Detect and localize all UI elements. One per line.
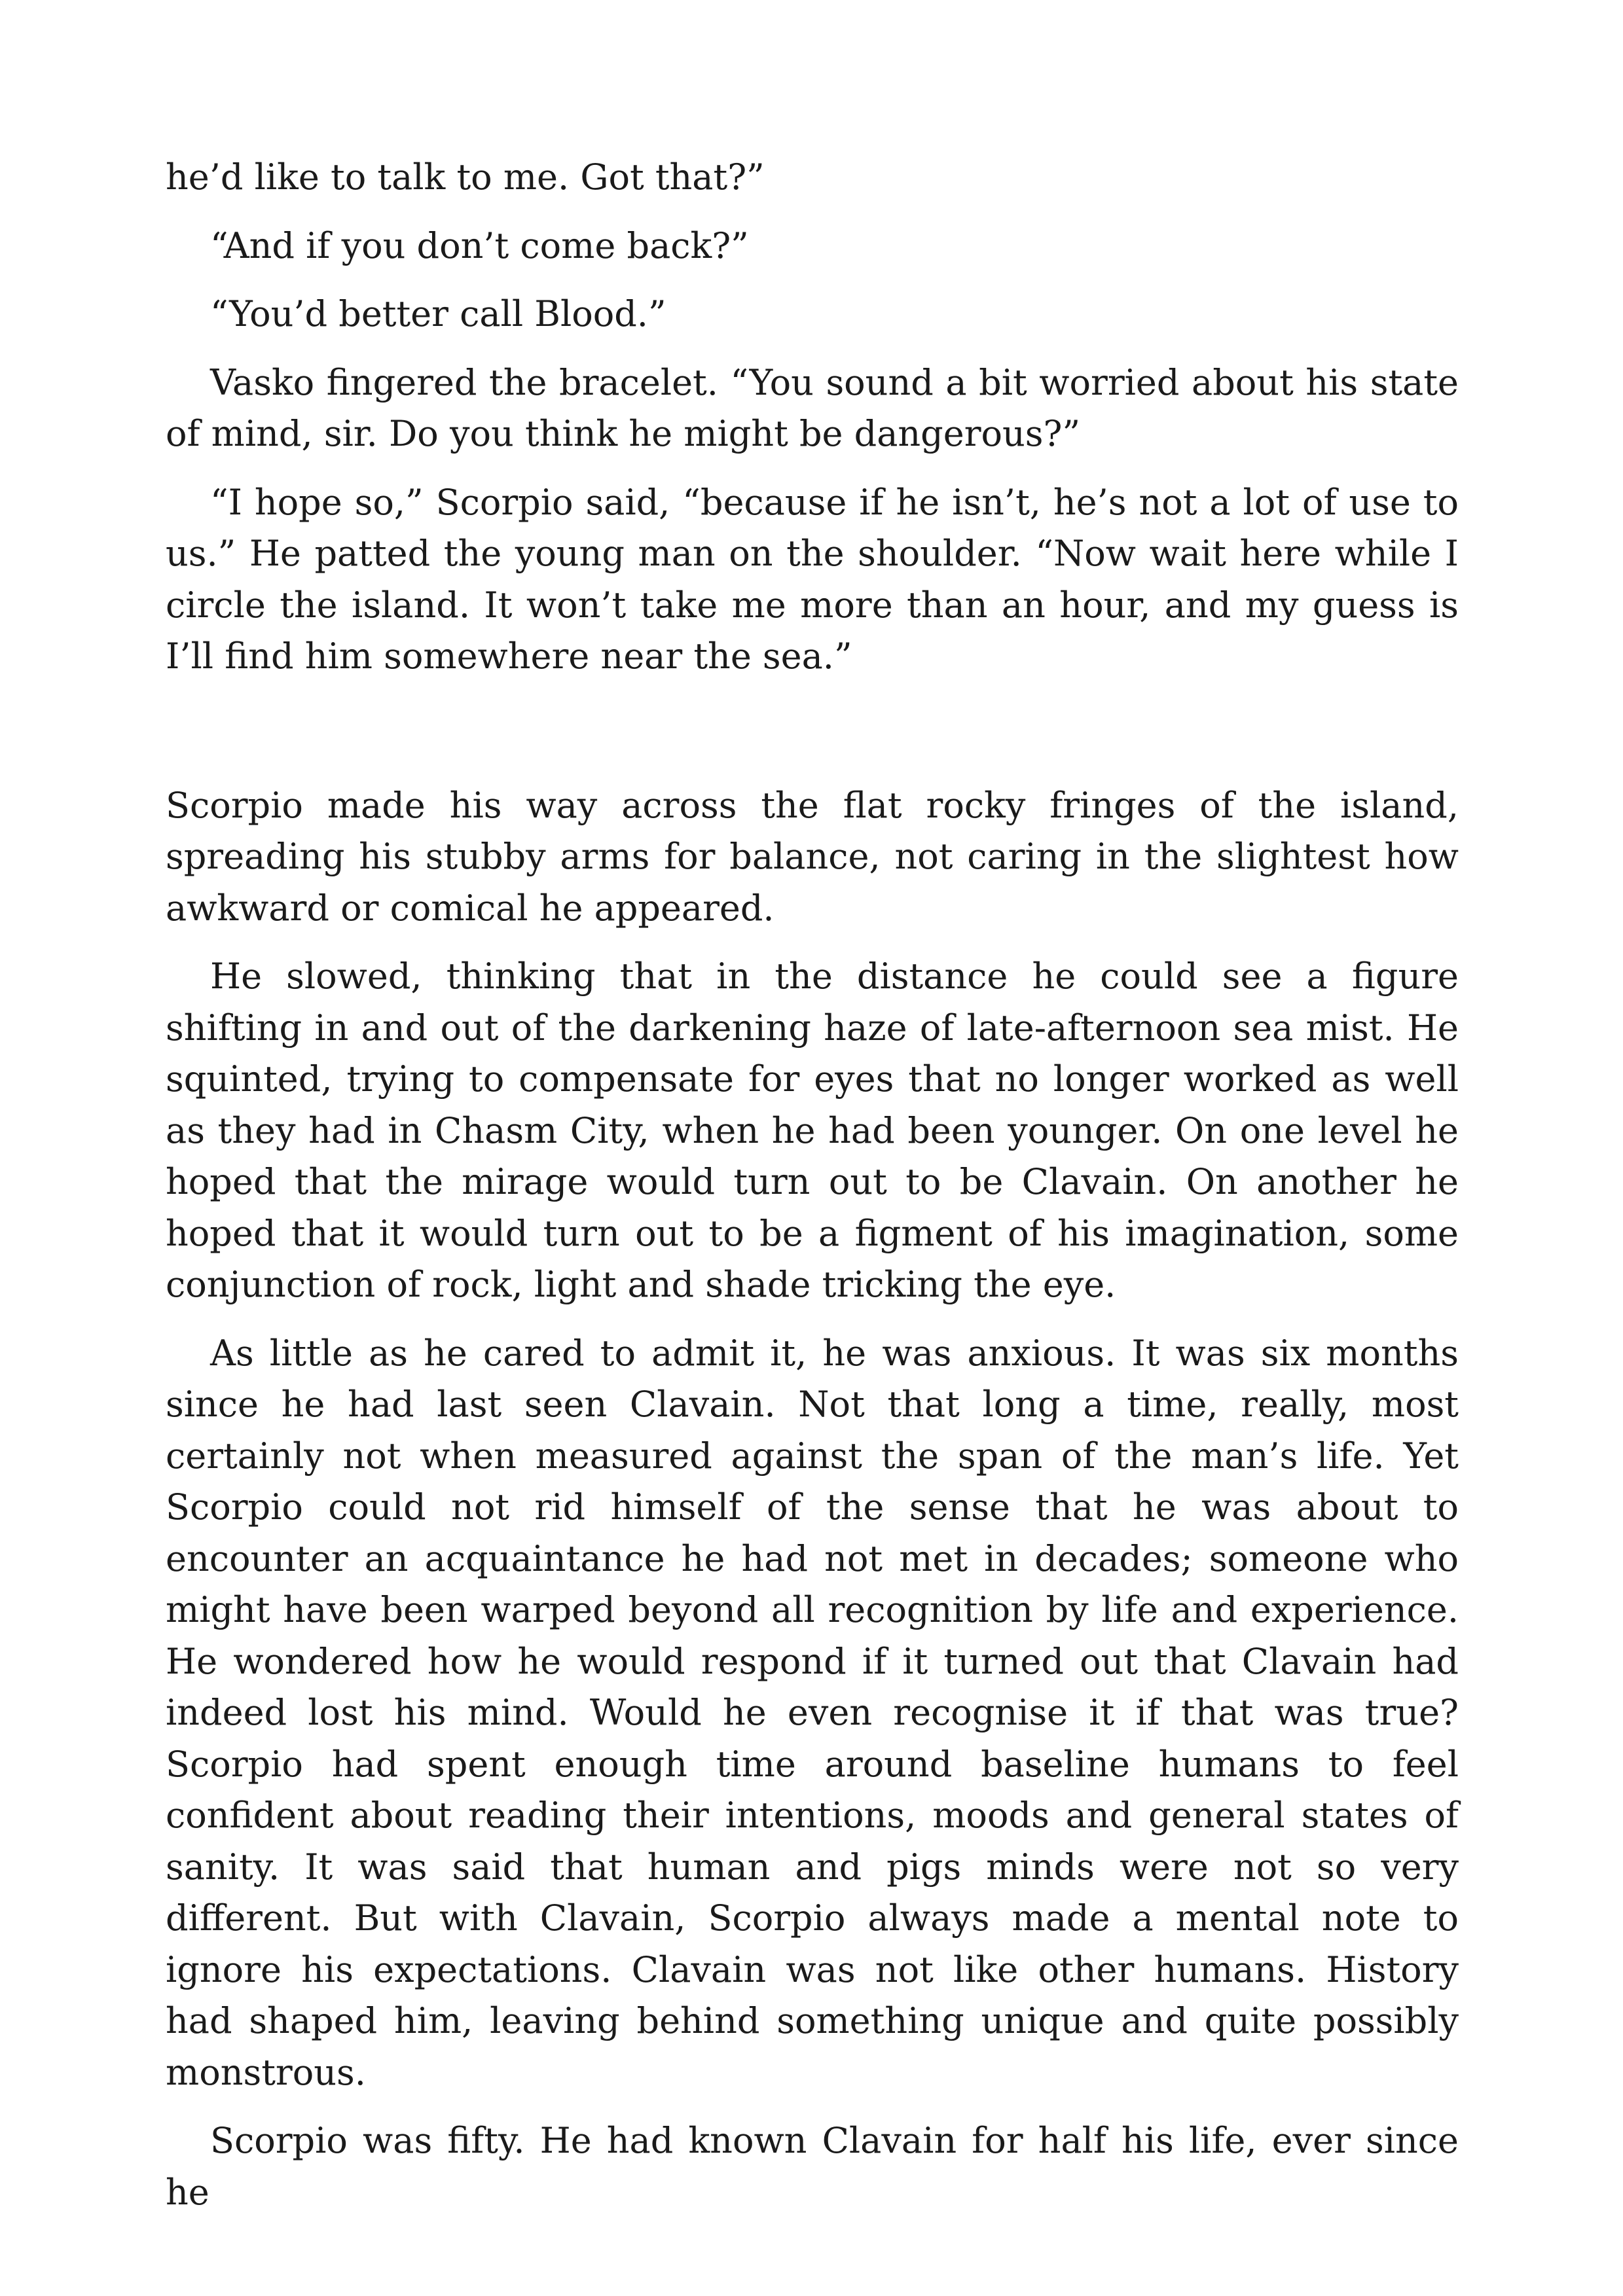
scene-break: [166, 700, 1459, 780]
paragraph: As little as he cared to admit it, he was anxious. It was six months since he had last seen Clavain. Not that long a time, really, most certainly not when measured against the span of the man’s life. Yet Scorpio could not rid himself of the sense that he was about to encounter an acquaintance he had not met in decades; someone who might have been warped beyond all recognition by life and experience. He wondered how he would respond if it turned out that Clavain had indeed lost his mind. Would he even recognise it if that was true? Scorpio had spent enough time around baseline humans to feel confident about reading their intentions, moods and general states of sanity. It was said that human and pigs minds were not so very different. But with Clavain, Scorpio always made a mental note to ignore his expectations. Clavain was not like other humans. History had shaped him, leaving behind something unique and quite possibly monstrous.: [166, 1332, 1459, 2093]
paragraph: He slowed, thinking that in the distance he could see a figure shifting in and out of the darkening haze of late-afternoon sea mist. He squinted, trying to compensate for eyes that no longer worked as well as they had in Chasm City, when he had been younger. On one level he hoped that the mirage would turn out to be Clavain. On another he hoped that it would turn out to be a figment of his imagination, some conjunction of rock, light and shade tricking the eye.: [166, 956, 1459, 1305]
paragraph: Scorpio made his way across the flat rocky fringes of the island, spreading his stubby arms for balance, not caring in the slightest how awkward or comical he appeared.: [166, 784, 1459, 929]
paragraph: “You’d better call Blood.”: [210, 293, 666, 334]
book-page: [166, 152, 1459, 2235]
paragraph: Vasko fingered the bracelet. “You sound a bit worried about his state of mind, sir. Do you think he might be dangerous?”: [166, 361, 1459, 454]
paragraph: “And if you don’t come back?”: [210, 224, 749, 266]
paragraph: “I hope so,” Scorpio said, “because if he isn’t, he’s not a lot of use to us.” He patted the young man on the shoulder. “Now wait here while I circle the island. It won’t take me more than an hour, and my guess is I’ll find him somewhere near the sea.”: [166, 481, 1459, 677]
paragraph: he’d like to talk to me. Got that?”: [166, 156, 765, 198]
paragraph: Scorpio was fifty. He had known Clavain for half his life, ever since he: [166, 2120, 1459, 2213]
